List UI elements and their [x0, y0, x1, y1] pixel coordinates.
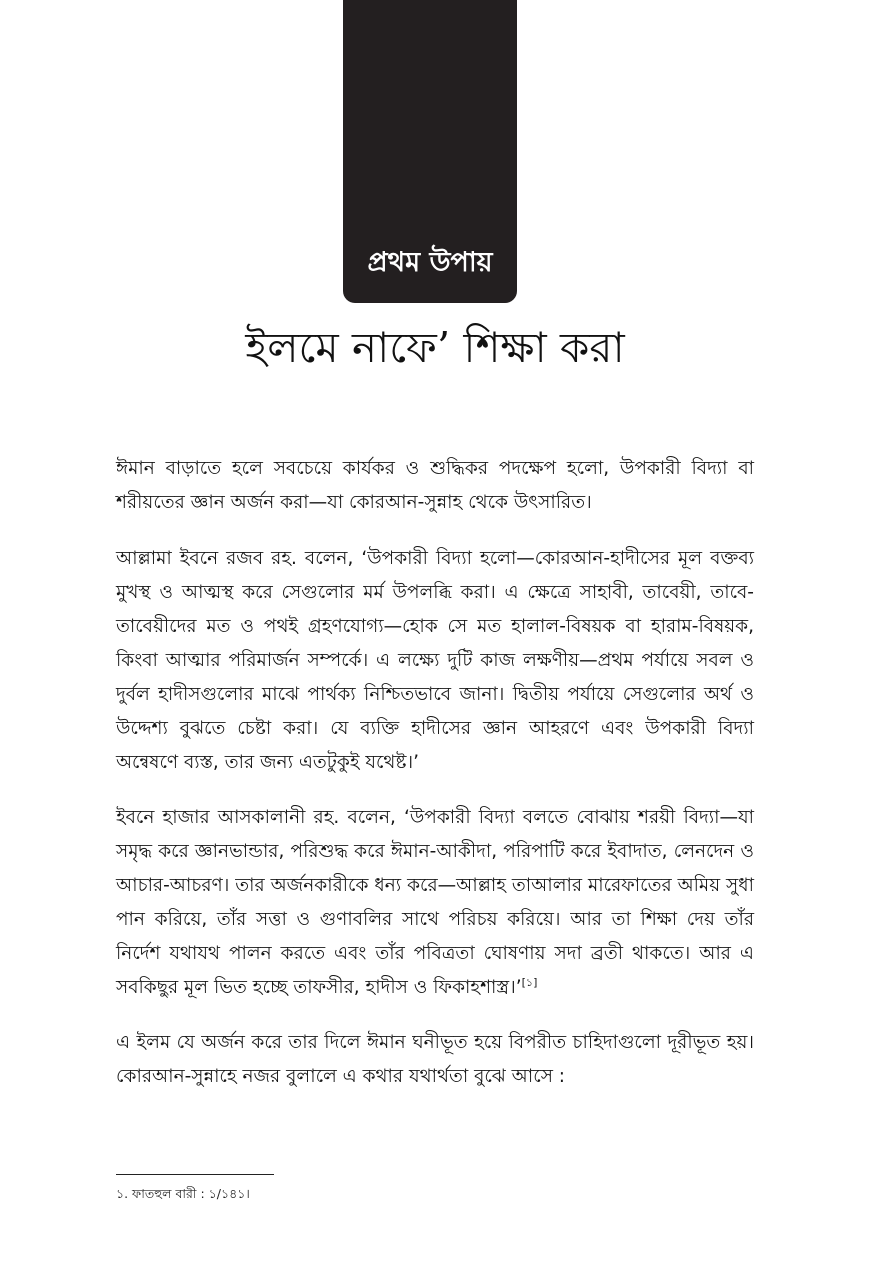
footnote-reference[interactable]: [১] — [521, 975, 538, 989]
footnote-divider — [116, 1174, 274, 1175]
footnote: ১. ফাতহুল বারী : ১/১৪১। — [116, 1186, 250, 1201]
chapter-label: প্রথম উপায় — [367, 247, 493, 278]
paragraph-2: আল্লামা ইবনে রজব রহ. বলেন, ‘উপকারী বিদ্যা হলো—কোরআন-হাদীসের মূল বক্তব্য মুখস্থ ও আত্মস্থ করে সেগুলোর মর্ম উপলব্ধি করা। এ ক্ষেত্রে সাহাবী, তাবেয়ী, তাবে-তাবেয়ীদের মত ও পথই গ্রহণযোগ্য—হোক সে মত হালাল-বিষয়ক বা হারাম-বিষয়ক, কিংবা আত্মার পরিমার্জন সম্পর্কে। এ লক্ষ্যে দুটি কাজ লক্ষণীয়—প্রথম পর্যায়ে সবল ও দুর্বল হাদীসগুলোর মাঝে পার্থক্য নিশ্চিতভাবে জানা। দ্বিতীয় পর্যায়ে সেগুলোর অর্থ ও উদ্দেশ্য বুঝতে চেষ্টা করা। যে ব্যক্তি হাদীসের জ্ঞান আহরণে এবং উপকারী বিদ্যা অন্বেষণে ব্যস্ত, তার জন্য এতটুকুই যথেষ্ট।’ — [116, 548, 754, 773]
chapter-tab — [343, 0, 517, 303]
paragraph-3 — [116, 801, 754, 1005]
paragraph-4: এ ইলম যে অর্জন করে তার দিলে ঈমান ঘনীভূত হয়ে বিপরীত চাহিদাগুলো দূরীভূত হয়। কোরআন-সুন্নাহে নজর বুলালে এ কথার যথার্থতা বুঝে আসে : — [116, 1032, 754, 1087]
paragraph-1: ঈমান বাড়াতে হলে সবচেয়ে কার্যকর ও শুদ্ধিকর পদক্ষেপ হলো, উপকারী বিদ্যা বা শরীয়তের জ্ঞান অর্জন করা—যা কোরআন-সুন্নাহ থেকে উৎসারিত। — [116, 458, 754, 513]
paragraph-3-text: ইবনে হাজার আসকালানী রহ. বলেন, ‘উপকারী বিদ্যা বলতে বোঝায় শরয়ী বিদ্যা—যা সমৃদ্ধ করে জ্ঞানভান্ডার, পরিশুদ্ধ করে ঈমান-আকীদা, পরিপাটি করে ইবাদাত, লেনদেন ও আচার-আচরণ। তার অর্জনকারীকে ধন্য করে—আল্লাহ তাআলার মারেফাতের অমিয় সুধা পান করিয়ে, তাঁর সত্তা ও গুণাবলির সাথে পরিচয় করিয়ে। আর তা শিক্ষা দেয় তাঁর নির্দেশ যথাযথ পালন করতে এবং তাঁর পবিত্রতা ঘোষণায় সদা ব্রতী থাকতে। আর এ সবকিছুর মূল ভিত হচ্ছে তাফসীর, হাদীস ও ফিকাহশাস্ত্র।’ — [116, 807, 754, 998]
chapter-title: ইলমে নাফে’ শিক্ষা করা — [245, 323, 625, 372]
body-text — [116, 452, 754, 1115]
